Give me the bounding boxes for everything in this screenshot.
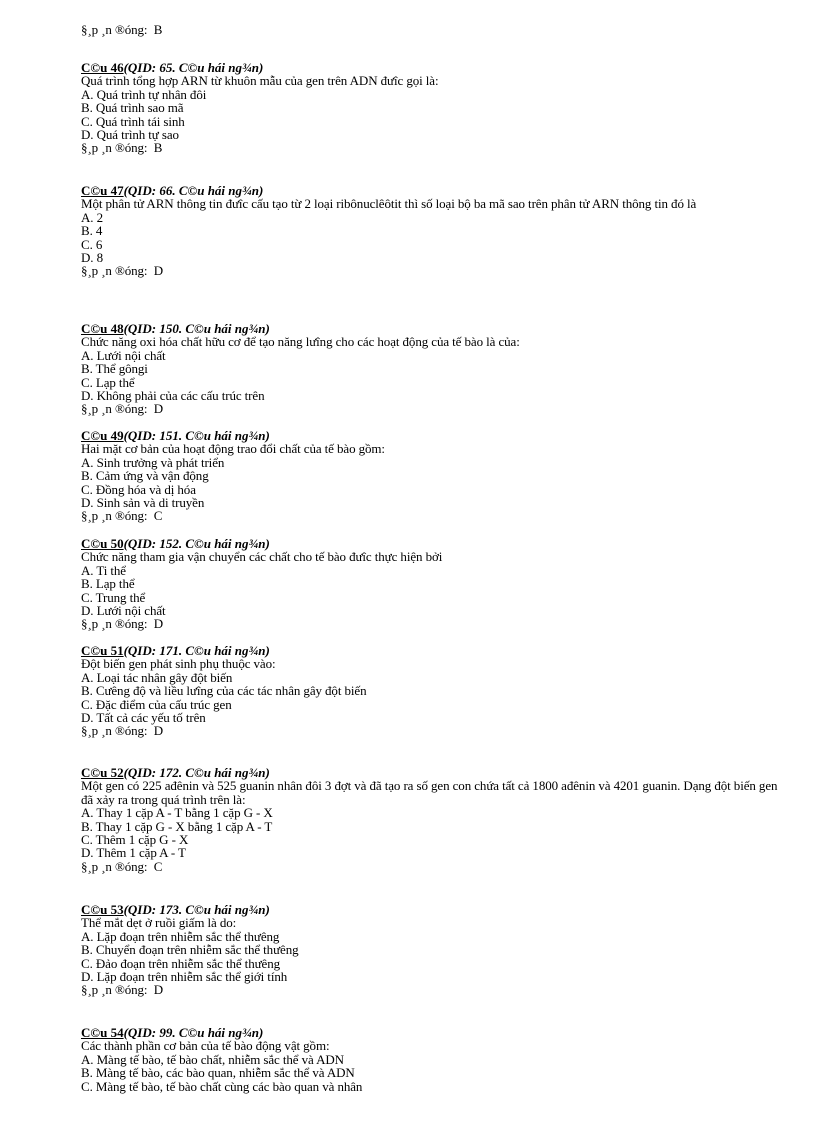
- option-b: B. Màng tế bào, các bào quan, nhiễm sắc thể và ADN: [81, 1065, 355, 1081]
- option-b: B. Cảm ứng và vận động: [81, 468, 209, 484]
- question-text: Thể mắt dẹt ở ruồi giấm là do:: [81, 915, 237, 931]
- option-b: B. Chuyển đoạn trên nhiễm sắc thể thưêng: [81, 942, 299, 958]
- question-52: [81, 766, 781, 873]
- answer-line: §¸p ¸n ®óng: D: [81, 723, 164, 739]
- option-c: C. Đồng hóa và dị hóa: [81, 481, 196, 497]
- option-b: B. Quá trình sao mã: [81, 100, 184, 116]
- answer-line: §¸p ¸n ®óng: D: [81, 401, 164, 417]
- question-51: [81, 644, 781, 738]
- question-number: C©u 47: [81, 183, 124, 198]
- option-a: A. Quá trình tự nhân đôi: [81, 86, 207, 102]
- option-c: C. Lạp thể: [81, 374, 135, 390]
- question-47: [81, 184, 781, 278]
- option-b: B. 4: [81, 223, 103, 239]
- option-a: A. Ti thể: [81, 562, 126, 578]
- question-meta: (QID: 151. C©u hái ng¾n): [123, 428, 270, 443]
- option-c: C. Quá trình tái sinh: [81, 113, 185, 129]
- question-text: Quá trình tổng hợp ARN từ khuôn mẫu của gen trên ADN đưîc gọi là:: [81, 73, 439, 89]
- option-a: A. Màng tế bào, tế bào chất, nhiễm sắc thể và ADN: [81, 1051, 344, 1067]
- question-meta: (QID: 171. C©u hái ng¾n): [123, 643, 270, 658]
- option-d: D. Thêm 1 cặp A - T: [81, 845, 186, 861]
- top-answer: [81, 23, 781, 36]
- option-a: A. Lặp đoạn trên nhiễm sắc thể thưêng: [81, 928, 280, 944]
- option-a: A. Loại tác nhân gây đột biến: [81, 669, 233, 685]
- question-text: Đột biến gen phát sinh phụ thuộc vào:: [81, 656, 276, 672]
- option-b: B. Thay 1 cặp G - X bằng 1 cặp A - T: [81, 818, 273, 834]
- option-d: D. Không phải của các cấu trúc trên: [81, 388, 265, 404]
- question-number: C©u 49: [81, 428, 124, 443]
- question-number: C©u 51: [81, 643, 124, 658]
- option-c: C. Đảo đoạn trên nhiễm sắc thể thưêng: [81, 955, 281, 971]
- question-header: [81, 61, 781, 74]
- question-header: [81, 322, 781, 335]
- question-meta: (QID: 173. C©u hái ng¾n): [123, 902, 270, 917]
- option-b: B. Cưêng độ và liều lưîng của các tác nhân gây đột biến: [81, 683, 367, 699]
- question-number: C©u 53: [81, 902, 124, 917]
- option-b: B. Thể gôngi: [81, 361, 148, 377]
- question-48: [81, 322, 781, 416]
- answer-line: §¸p ¸n ®óng: D: [81, 616, 164, 632]
- question-meta: (QID: 172. C©u hái ng¾n): [123, 765, 270, 780]
- question-header: [81, 537, 781, 550]
- question-header: [81, 766, 781, 779]
- answer-line: §¸p ¸n ®óng: C: [81, 508, 163, 524]
- question-text: Chức năng tham gia vận chuyển các chất cho tế bào đưîc thực hiện bởi: [81, 549, 443, 565]
- option-c: C. Trung thể: [81, 589, 146, 605]
- question-text: Một phân tử ARN thông tin đưîc cấu tạo từ 2 loại ribônuclêôtit thì số loại bộ ba mã sao trên phân tử ARN thông tin đó là: [81, 196, 697, 212]
- option-b: B. Lạp thể: [81, 576, 135, 592]
- option-a: A. Lưới nội chất: [81, 347, 166, 363]
- question-54: [81, 1026, 781, 1093]
- question-text: Một gen có 225 ađênin và 525 guanin nhân đôi 3 đợt và đã tạo ra số gen con chứa tất cả 1800 ađênin và 4201 guanin. Dạng đột biến gen đã xảy ra trong quá trình trên là:: [81, 778, 778, 807]
- question-number: C©u 50: [81, 536, 124, 551]
- question-meta: (QID: 99. C©u hái ng¾n): [123, 1025, 264, 1040]
- answer-line: §¸p ¸n ®óng: B: [81, 140, 163, 156]
- question-50: [81, 537, 781, 631]
- question-meta: (QID: 65. C©u hái ng¾n): [123, 60, 264, 75]
- question-meta: (QID: 150. C©u hái ng¾n): [123, 321, 270, 336]
- question-header: [81, 1026, 781, 1039]
- question-header: [81, 903, 781, 916]
- option-d: D. Lưới nội chất: [81, 603, 166, 619]
- answer-line: §¸p ¸n ®óng: D: [81, 982, 164, 998]
- answer-line: §¸p ¸n ®óng: D: [81, 263, 164, 279]
- question-text: Chức năng oxi hóa chất hữu cơ để tạo năng lưîng cho các hoạt động của tế bào là của:: [81, 334, 520, 350]
- question-meta: (QID: 152. C©u hái ng¾n): [123, 536, 270, 551]
- option-a: A. Thay 1 cặp A - T bằng 1 cặp G - X: [81, 805, 273, 821]
- question-number: C©u 54: [81, 1025, 124, 1040]
- option-d: D. Tất cả các yếu tố trên: [81, 710, 206, 726]
- question-meta: (QID: 66. C©u hái ng¾n): [123, 183, 264, 198]
- option-d: D. Lặp đoạn trên nhiễm sắc thể giới tính: [81, 969, 288, 985]
- option-d: D. Quá trình tự sao: [81, 127, 179, 143]
- question-header: [81, 644, 781, 657]
- answer-line: §¸p ¸n ®óng: C: [81, 858, 163, 874]
- option-c: C. Thêm 1 cặp G - X: [81, 832, 189, 848]
- option-c: C. Màng tế bào, tế bào chất cùng các bào quan và nhân: [81, 1078, 363, 1094]
- question-text: Hai mặt cơ bản của hoạt động trao đổi chất của tế bào gồm:: [81, 441, 385, 457]
- option-a: A. Sinh trưởng và phát triển: [81, 454, 225, 470]
- question-46: [81, 61, 781, 155]
- option-a: A. 2: [81, 209, 103, 225]
- question-number: C©u 52: [81, 765, 124, 780]
- question-53: [81, 903, 781, 997]
- option-d: D. Sinh sản và di truyền: [81, 495, 205, 511]
- question-49: [81, 429, 781, 523]
- question-header: [81, 184, 781, 197]
- question-text: Các thành phần cơ bản của tế bào động vật gồm:: [81, 1038, 330, 1054]
- option-d: D. 8: [81, 250, 103, 266]
- question-number: C©u 48: [81, 321, 124, 336]
- question-number: C©u 46: [81, 60, 124, 75]
- question-header: [81, 429, 781, 442]
- option-c: C. Đặc điểm của cấu trúc gen: [81, 696, 232, 712]
- option-c: C. 6: [81, 236, 103, 252]
- answer-line: §¸p ¸n ®óng: B: [81, 22, 163, 37]
